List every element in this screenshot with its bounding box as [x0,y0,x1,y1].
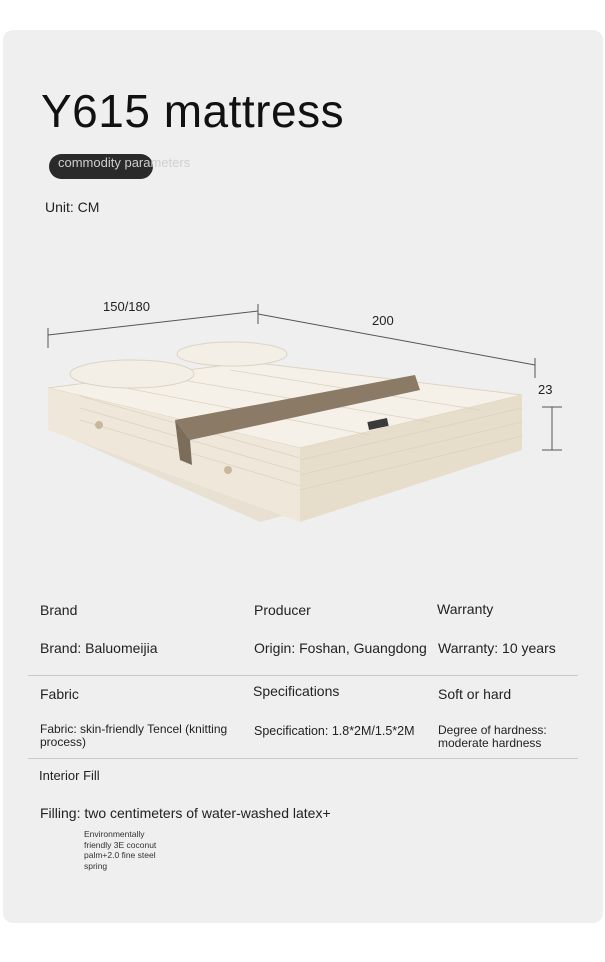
filling-value: Filling: two centimeters of water-washed latex+ [40,805,331,821]
divider-1 [28,675,578,676]
mattress-illustration [0,290,605,540]
mattress-image [48,342,522,522]
fabric-header: Fabric [40,686,79,702]
height-dimension-line [542,407,562,450]
brand-header: Brand [40,602,78,618]
specifications-header: Specifications [253,683,340,699]
warranty-value: Warranty: 10 years [438,640,556,656]
unit-label: Unit: CM [45,199,100,215]
page-title: Y615 mattress [41,85,345,137]
width-label: 150/180 [103,299,150,314]
softness-header: Soft or hard [438,686,512,702]
length-label: 200 [372,313,394,328]
producer-header: Producer [254,602,311,618]
section-label: commodity parameters [58,155,191,170]
brand-value: Brand: Baluomeijia [40,640,158,656]
divider-2 [28,758,578,759]
origin-value: Origin: Foshan, Guangdong [254,640,427,656]
hardness-value: Degree of hardness: moderate hardness [438,723,547,750]
specification-value: Specification: 1.8*2M/1.5*2M [254,724,415,738]
fabric-value: Fabric: skin-friendly Tencel (knitting process) [40,722,228,749]
interior-fill-header: Interior Fill [39,768,100,783]
width-dimension-line [48,304,258,348]
warranty-header: Warranty [437,601,494,617]
filling-note: Environmentally friendly 3E coconut palm+2.0 fine steel spring [84,829,157,871]
height-label: 23 [538,382,553,397]
